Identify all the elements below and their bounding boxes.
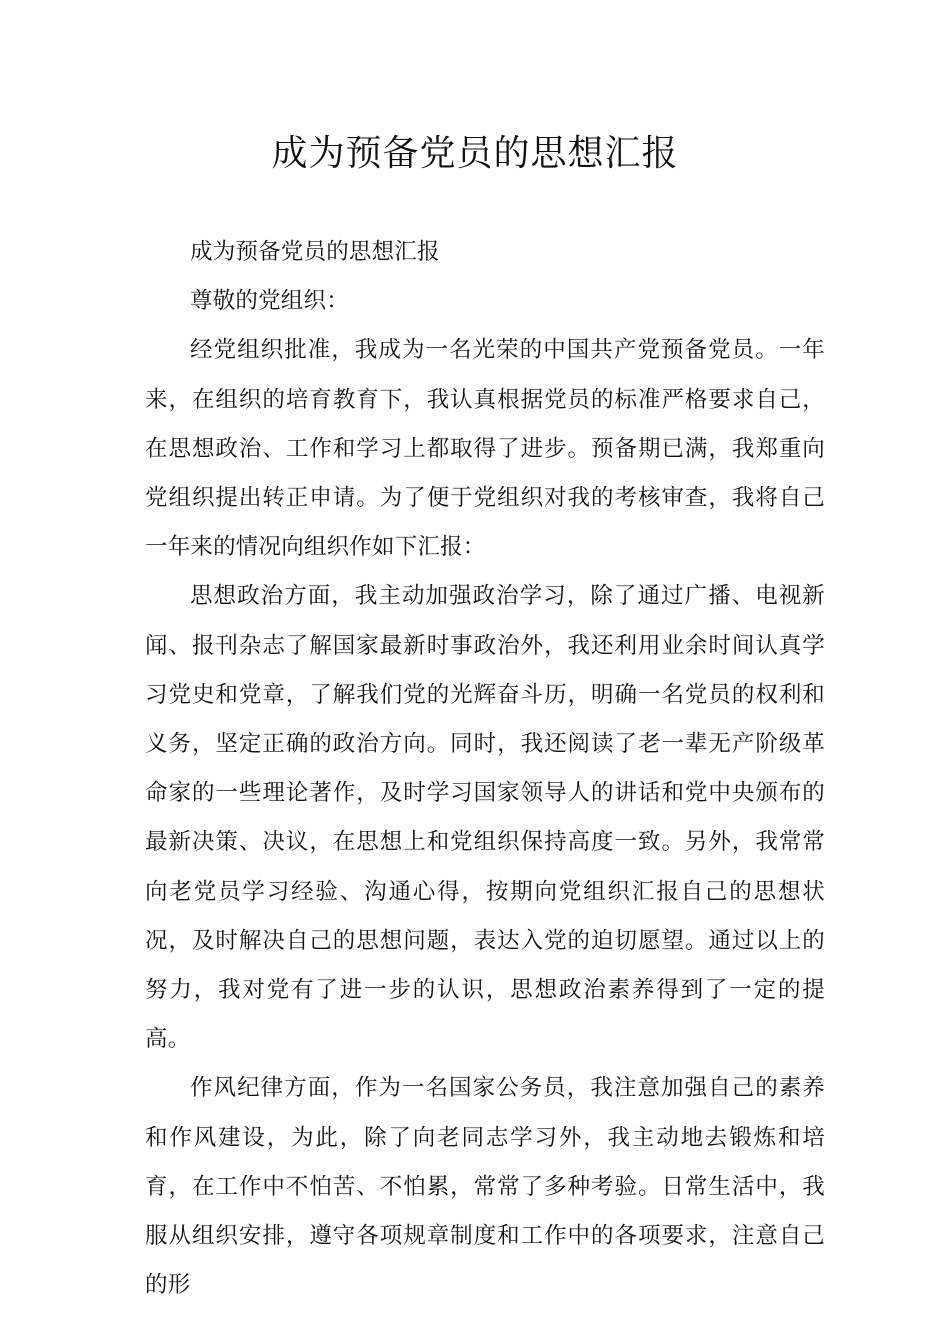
document-title: 成为预备党员的思想汇报 <box>271 133 679 174</box>
document-body <box>145 228 825 1310</box>
paragraph-intro: 经党组织批准，我成为一名光荣的中国共产党预备党员。一年来，在组织的培育教育下，我认真根据党员的标准严格要求自己，在思想政治、工作和学习上都取得了进步。预备期已满，我郑重向党组织提出转正申请。为了便于党组织对我的考核审查，我将自己一年来的情况向组织作如下汇报： <box>145 337 825 561</box>
paragraph-salutation: 尊敬的党组织： <box>190 288 349 315</box>
paragraph-ideology: 思想政治方面，我主动加强政治学习，除了通过广播、电视新闻、报刊杂志了解国家最新时事政治外，我还利用业余时间认真学习党史和党章，了解我们党的光辉奋斗历，明确一名党员的权利和义务，坚定正确的政治方向。同时，我还阅读了老一辈无产阶级革命家的一些理论著作，及时学习国家领导人的讲话和党中央颁布的最新决策、决议，在思想上和党组织保持高度一致。另外，我常常向老党员学习经验、沟通心得，按期向党组织汇报自己的思想状况，及时解决自己的思想问题，表达入党的迫切愿望。通过以上的努力，我对党有了进一步的认识，思想政治素养得到了一定的提高。 <box>145 583 825 1053</box>
paragraph-discipline: 作风纪律方面，作为一名国家公务员，我注意加强自己的素养和作风建设，为此，除了向老同志学习外，我主动地去锻炼和培育，在工作中不怕苦、不怕累，常常了多种考验。日常生活中，我服从组织安排，遵守各项规章制度和工作中的各项要求，注意自己的形 <box>145 1075 825 1299</box>
paragraph-heading: 成为预备党员的思想汇报 <box>190 239 440 265</box>
